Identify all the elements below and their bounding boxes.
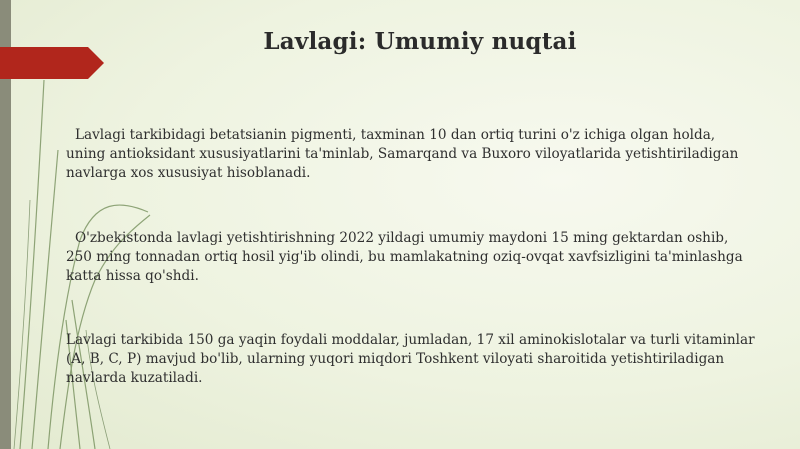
paragraph-nutrients: Lavlagi tarkibida 150 ga yaqin foydali moddalar, jumladan, 17 xil aminokislotalar va turli vitaminlar (A, B, C, P) mavjud bo'lib, ularning yuqori miqdori Toshkent viloyati sharoitida yetishtiriladigan navlarda kuzatiladi. <box>66 332 755 386</box>
paragraph-yield-2022: O'zbekistonda lavlagi yetishtirishning 2022 yildagi umumiy maydoni 15 ming gektardan oshib, 250 ming tonnadan ortiq hosil yig'ib olindi, bu mamlakatning oziq-ovqat xavfsizligini ta'minlashga katta hissa qo'shdi. <box>66 230 743 284</box>
paragraph-betatsianin: Lavlagi tarkibidagi betatsianin pigmenti, taxminan 10 dan ortiq turini o'z ichiga olgan holda, uning antioksidant xususiyatlarini ta'minlab, Samarqand va Buxoro viloyatlarida yetishtiriladigan navlarga xos xususiyat hisoblanadi. <box>66 127 739 181</box>
slide-title: Lavlagi: Umumiy nuqtai <box>263 28 577 55</box>
title-accent-arrow <box>0 47 104 79</box>
